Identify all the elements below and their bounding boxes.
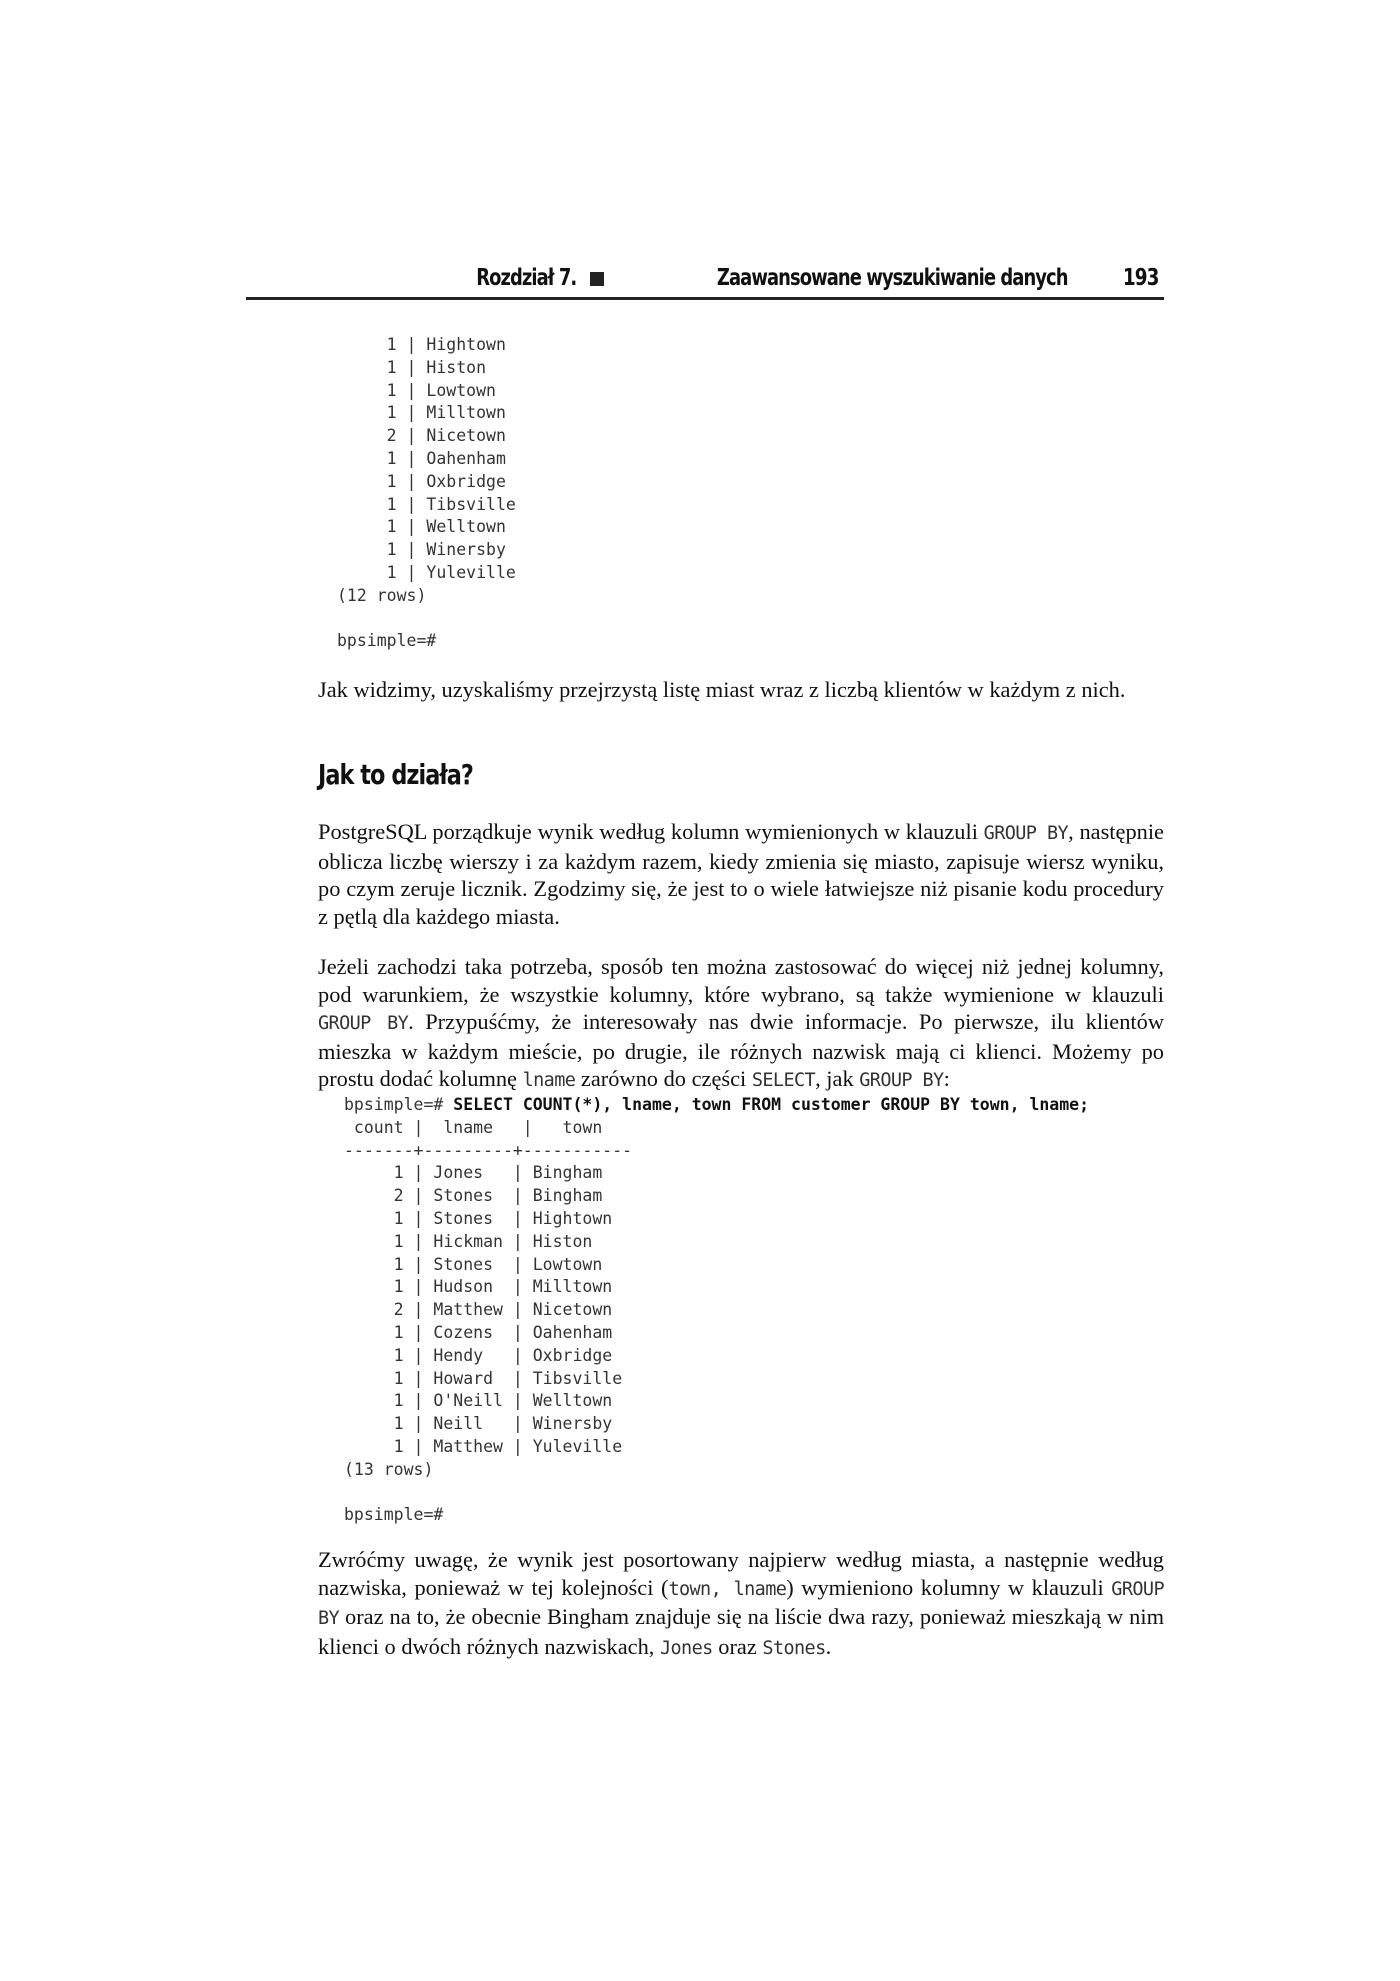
- code-line: 1 | Hendy | Oxbridge: [344, 1345, 613, 1365]
- inline-code: Jones: [659, 1637, 713, 1659]
- chapter-title: Zaawansowane wyszukiwanie danych: [716, 265, 1068, 291]
- code-line: 1 | Yuleville: [337, 562, 516, 582]
- square-separator-icon: [590, 272, 604, 286]
- paragraph-multiple-columns: Jeżeli zachodzi taka potrzeba, sposób ten można zastosować do więcej niż jednej kolumny, pod warunkiem, że wszystkie kolumny, które wybrano, są także wymienione w klauzuli GROUP BY. Przypuśćmy, że interesowały nas dwie informacje. Po pierwsze, ilu klientów mieszka w każdym mieście, po drugie, ile różnych nazwisk mają ci klienci. Możemy po prostu dodać kolumnę lname zarówno do części SELECT, jak GROUP BY:: [318, 954, 1164, 1092]
- code-line: 1 | Histon: [337, 357, 487, 377]
- inline-code: GROUP BY: [983, 823, 1069, 844]
- code-line: 1 | O'Neill | Welltown: [344, 1391, 613, 1411]
- code-line: 2 | Matthew | Nicetown: [344, 1300, 613, 1320]
- inline-code: GROUP BY: [859, 1070, 944, 1092]
- code-command-line: bpsimple=# SELECT COUNT(*), lname, town FROM customer GROUP BY town, lname;: [344, 1095, 1090, 1114]
- code-line: 1 | Hightown: [337, 335, 506, 354]
- inline-code: GROUP BY: [318, 1578, 1164, 1630]
- paragraph-explanation: PostgreSQL porządkuje wynik według kolumn wymienionych w klauzuli GROUP BY, następnie oblicza liczbę wierszy i za każdym razem, kiedy zmienia się miasto, zapisuje wiersz wyniku, po czym zeruje licznik. Zgodzimy się, że jest to o wiele łatwiejsze niż pisanie kodu procedury z pętlą dla każdego miasta.: [318, 819, 1164, 929]
- code-line: bpsimple=#: [344, 1505, 444, 1525]
- code-line: -------+---------+-----------: [344, 1140, 633, 1160]
- code-line: 1 | Stones | Lowtown: [344, 1254, 603, 1274]
- page-number: 193: [1122, 265, 1158, 291]
- section-heading: Jak to działa?: [318, 758, 473, 791]
- code-line: 1 | Cozens | Oahenham: [344, 1322, 613, 1342]
- inline-code: town, lname: [668, 1578, 787, 1600]
- code-line: (12 rows): [337, 585, 427, 605]
- code-line: 1 | Stones | Hightown: [344, 1208, 613, 1228]
- sql-command: SELECT COUNT(*), lname, town FROM customer GROUP BY town, lname;: [453, 1095, 1090, 1114]
- code-line: count | lname | town: [344, 1117, 603, 1137]
- code-line: (13 rows): [344, 1459, 434, 1479]
- paragraph-conclusion: Zwróćmy uwagę, że wynik jest posortowany najpierw według miasta, a następnie według nazwiska, ponieważ w tej kolejności (town, lname) wymieniono kolumny w klauzuli GROUP BY oraz na to, że obecnie Bingham znajduje się na liście dwa razy, ponieważ mieszkają w nim klienci o dwóch różnych nazwiskach, Jones oraz Stones.: [318, 1547, 1164, 1659]
- inline-code: SELECT: [751, 1070, 816, 1092]
- inline-code: Stones: [762, 1637, 826, 1659]
- code-line: bpsimple=#: [337, 631, 437, 651]
- code-line: 1 | Milltown: [337, 403, 506, 423]
- code-line: 1 | Hickman | Histon: [344, 1231, 593, 1251]
- chapter-label: Rozdział 7.: [475, 265, 576, 291]
- code-block-query-output: [337, 334, 516, 653]
- code-line: 1 | Oxbridge: [337, 471, 506, 491]
- code-line: 1 | Hudson | Milltown: [344, 1277, 613, 1297]
- code-line: 1 | Welltown: [337, 517, 506, 537]
- code-line: 1 | Winersby: [337, 540, 506, 560]
- code-line: 1 | Tibsville: [337, 494, 516, 514]
- paragraph-summary: Jak widzimy, uzyskaliśmy przejrzystą listę miast wraz z liczbą klientów w każdym z nich.: [318, 677, 1126, 702]
- inline-code: GROUP BY: [318, 1013, 409, 1035]
- code-line: 1 | Neill | Winersby: [344, 1414, 613, 1434]
- code-line: [344, 1482, 1089, 1505]
- code-line: 1 | Lowtown: [337, 380, 496, 400]
- code-line: 1 | Jones | Bingham: [344, 1163, 603, 1183]
- code-line: [337, 608, 516, 631]
- code-line: 1 | Howard | Tibsville: [344, 1368, 623, 1388]
- code-line: 2 | Nicetown: [337, 426, 506, 446]
- code-line: 1 | Oahenham: [337, 448, 506, 468]
- running-header: [246, 258, 1164, 300]
- code-line: 2 | Stones | Bingham: [344, 1186, 603, 1206]
- code-line: 1 | Matthew | Yuleville: [344, 1436, 623, 1456]
- code-block-group-by-query: [344, 1094, 1089, 1527]
- inline-code: lname: [522, 1070, 576, 1092]
